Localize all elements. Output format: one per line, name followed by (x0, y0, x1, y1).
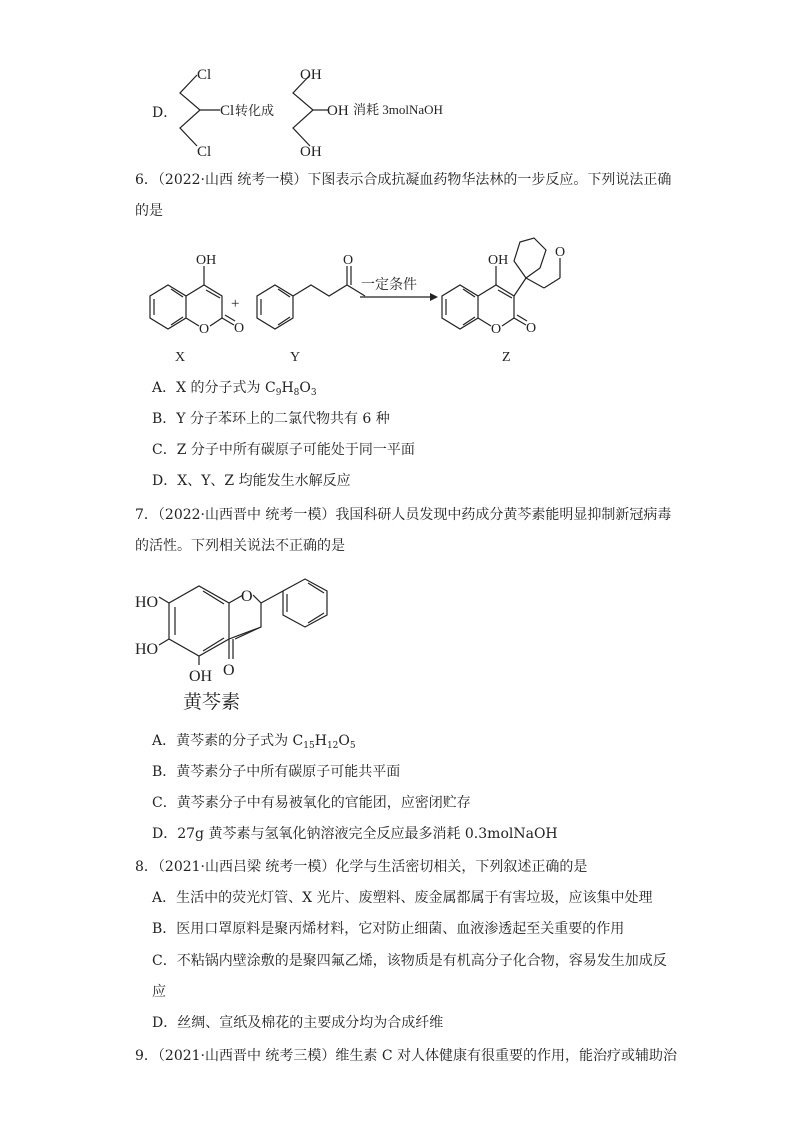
q6-reaction-scheme (130, 228, 566, 368)
q6-label-x: X (175, 350, 186, 365)
q6-z-o-carbonyl: O (526, 321, 537, 336)
q6-reaction-arrow (360, 277, 438, 301)
q8-stem: 8．（2021·山西吕梁 统考一模）化学与生活密切相关，下列叙述正确的是 (135, 859, 588, 875)
q5-transform-text: 转化成 (235, 103, 275, 118)
q6-option-d: D．X、Y、Z 均能发生水解反应 (152, 473, 351, 489)
q6-label-y: Y (290, 350, 301, 365)
q5-reactant-cl-mid: Cl (220, 103, 235, 119)
q6-stem-line1: 6．（2022·山西 统考一模）下图表示合成抗凝血药物华法林的一步反应。下列说法正确 (135, 172, 672, 188)
q8-option-d: D．丝绸、宣纸及棉花的主要成分均为合成纤维 (152, 1015, 444, 1031)
q8-option-c-line2: 应 (152, 984, 166, 1000)
q6-y-o: O (343, 253, 354, 268)
q7-ho-top: HO (135, 594, 159, 611)
q7-o-carbonyl: O (223, 662, 235, 679)
q6-option-b: B．Y 分子苯环上的二氯代物共有 6 种 (152, 411, 390, 427)
q8-option-b: B．医用口罩原料是聚丙烯材料，它对防止细菌、血液渗透起至关重要的作用 (152, 921, 625, 937)
q7-o-ring: O (241, 588, 253, 605)
q5-product-oh-bottom: OH (300, 144, 322, 160)
q6-option-a: A．X 的分子式为 $C_9H_8O_3$ (152, 380, 317, 398)
q7-baicalein-structure (135, 563, 335, 713)
q6-arrow-text: 一定条件 (361, 278, 417, 293)
q5-reactant-cl-top: Cl (197, 67, 212, 83)
q5-option-d-structures (170, 60, 470, 160)
q6-molecule-z (442, 238, 565, 337)
q6-option-c: C．Z 分子中所有碳原子可能处于同一平面 (152, 442, 415, 458)
q7-option-d: D．27g 黄芩素与氢氧化钠溶液完全反应最多消耗 0.3molNaOH (152, 826, 558, 842)
q5-product-oh-mid: OH (327, 103, 349, 119)
q7-stem-line2: 的活性。下列相关说法不正确的是 (135, 538, 345, 554)
q6-x-o-carbonyl: O (234, 321, 245, 336)
q9-stem-line1: 9．（2021·山西晋中 统考三模）维生素 C 对人体健康有很重要的作用，能治疗或辅助治 (135, 1048, 678, 1064)
q7-stem-line1: 7．（2022·山西晋中 统考一模）我国科研人员发现中药成分黄芩素能明显抑制新冠病毒 (135, 507, 672, 523)
q6-x-oh: OH (196, 253, 217, 268)
q6-z-o-ring: O (491, 322, 502, 337)
q5-product-oh-top: OH (300, 67, 322, 83)
q6-stem-line2: 的是 (135, 203, 163, 219)
q7-option-c: C．黄芩素分子中有易被氧化的官能团，应密闭贮存 (152, 795, 471, 811)
q6-molecule-y (257, 253, 365, 329)
q8-option-c-line1: C．不粘锅内壁涂敷的是聚四氟乙烯，该物质是有机高分子化合物，容易发生加成反 (152, 953, 667, 969)
q6-label-z: Z (502, 350, 511, 365)
q7-oh-bottom: OH (189, 668, 213, 685)
q6-z-oh: OH (488, 253, 509, 268)
q5-option-d-letter: D． (152, 105, 178, 121)
q7-option-a: A．黄芩素的分子式为 $C_{15}H_{12}O_5$ (152, 733, 356, 751)
q6-plus: + (231, 296, 240, 312)
q7-option-b: B．黄芩素分子中所有碳原子可能共平面 (152, 764, 401, 780)
q5-reactant-cl-bottom: Cl (197, 144, 212, 160)
q7-structure-caption: 黄芩素 (183, 692, 241, 713)
q6-molecule-x (150, 253, 244, 337)
q5-consume-text: 消耗 3molNaOH (353, 102, 443, 117)
q6-x-o-ring: O (199, 322, 210, 337)
q7-ho-mid: HO (135, 641, 159, 658)
q8-option-a: A．生活中的荧光灯管、X 光片、废塑料、废金属都属于有害垃圾，应该集中处理 (152, 890, 653, 906)
q6-z-ketone-o: O (555, 245, 566, 260)
